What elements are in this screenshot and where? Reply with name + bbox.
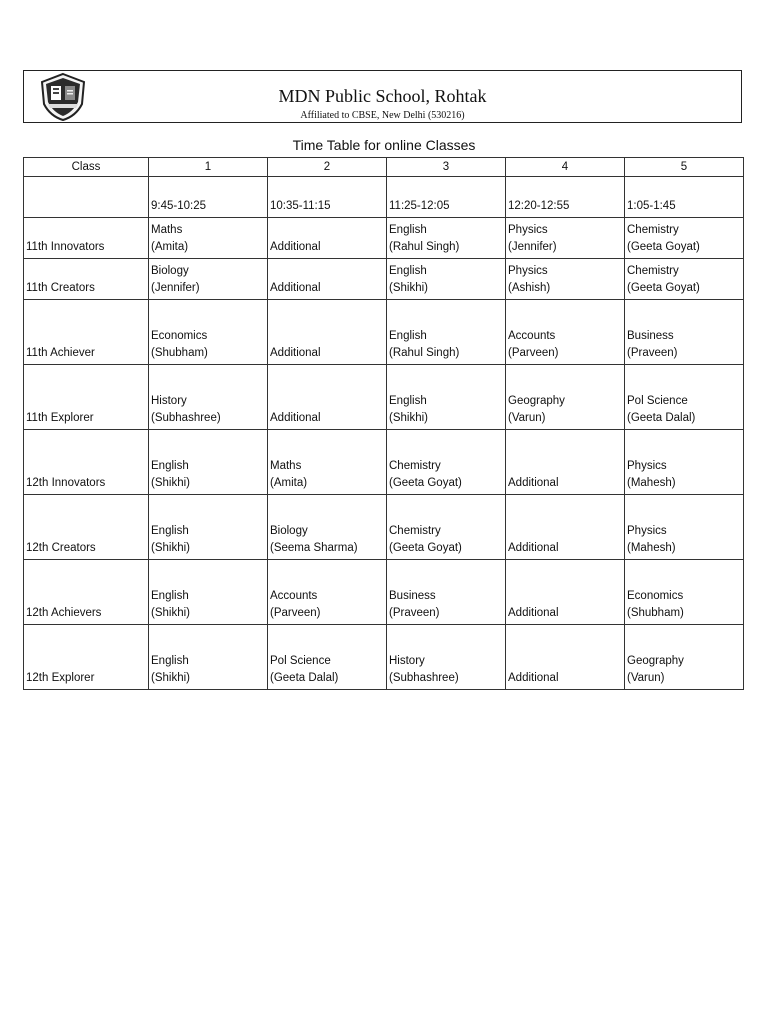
teacher-name: (Amita) — [151, 241, 189, 253]
subject-name: History — [151, 395, 187, 407]
column-header: Class — [24, 158, 149, 177]
time-slot-cell — [24, 177, 149, 218]
subject-name: Accounts — [508, 330, 556, 342]
period-cell — [506, 300, 625, 365]
table-row — [24, 430, 744, 495]
period-cell — [625, 560, 744, 625]
subject-name — [270, 328, 384, 345]
period-cell — [149, 560, 268, 625]
period-cell — [149, 495, 268, 560]
period-cell — [149, 625, 268, 690]
time-slot-cell: 12:20-12:55 — [506, 177, 625, 218]
teacher-name: (Shubham) — [627, 607, 684, 619]
teacher-name: Additional — [270, 241, 321, 253]
teacher-name: (Shikhi) — [151, 607, 190, 619]
subject-name: English — [389, 395, 427, 407]
teacher-name: (Parveen) — [270, 607, 321, 619]
teacher-name: Additional — [508, 542, 559, 554]
period-cell — [268, 625, 387, 690]
subject-name — [270, 263, 384, 280]
period-cell — [268, 300, 387, 365]
teacher-name: (Varun) — [627, 672, 665, 684]
column-header: 2 — [268, 158, 387, 177]
school-affiliation: Affiliated to CBSE, New Delhi (530216) — [300, 110, 465, 121]
period-cell — [149, 259, 268, 300]
subject-name — [270, 393, 384, 410]
period-cell — [387, 259, 506, 300]
period-cell — [387, 300, 506, 365]
teacher-name: (Jennifer) — [151, 282, 200, 294]
table-row — [24, 625, 744, 690]
subject-name: Economics — [627, 590, 684, 602]
period-cell — [506, 259, 625, 300]
teacher-name: Additional — [508, 672, 559, 684]
column-header: 4 — [506, 158, 625, 177]
timetable-title: Time Table for online Classes — [292, 137, 476, 153]
column-header: 1 — [149, 158, 268, 177]
table-header-row — [24, 158, 744, 177]
teacher-name: (Geeta Goyat) — [627, 241, 700, 253]
subject-name: English — [151, 655, 189, 667]
table-row — [24, 259, 744, 300]
subject-name: Pol Science — [627, 395, 688, 407]
teacher-name: (Geeta Goyat) — [389, 477, 462, 489]
period-cell — [506, 560, 625, 625]
subject-name: English — [151, 525, 189, 537]
subject-name: Physics — [627, 460, 667, 472]
time-slot-cell: 10:35-11:15 — [268, 177, 387, 218]
teacher-name: (Mahesh) — [627, 477, 676, 489]
period-cell — [149, 365, 268, 430]
time-slot-cell: 11:25-12:05 — [387, 177, 506, 218]
subject-name: Chemistry — [627, 265, 679, 277]
class-name-cell: 11th Innovators — [24, 218, 149, 259]
school-name: MDN Public School, Rohtak — [278, 86, 487, 106]
subject-name: Physics — [627, 525, 667, 537]
school-header — [23, 70, 742, 123]
period-cell — [506, 218, 625, 259]
subject-name — [508, 523, 622, 540]
subject-name: English — [389, 224, 427, 236]
period-cell — [625, 218, 744, 259]
teacher-name: Additional — [270, 282, 321, 294]
table-row — [24, 365, 744, 430]
table-row — [24, 560, 744, 625]
teacher-name: (Shikhi) — [151, 477, 190, 489]
teacher-name: (Praveen) — [389, 607, 440, 619]
teacher-name: (Subhashree) — [389, 672, 459, 684]
table-row — [24, 218, 744, 259]
period-cell — [268, 430, 387, 495]
teacher-name: (Rahul Singh) — [389, 241, 460, 253]
period-cell — [387, 560, 506, 625]
teacher-name: (Ashish) — [508, 282, 551, 294]
subject-name — [508, 458, 622, 475]
period-cell — [387, 430, 506, 495]
subject-name — [508, 653, 622, 670]
period-cell — [625, 365, 744, 430]
subject-name: Geography — [627, 655, 684, 667]
teacher-name: (Jennifer) — [508, 241, 557, 253]
subject-name: History — [389, 655, 425, 667]
subject-name — [508, 588, 622, 605]
table-row — [24, 300, 744, 365]
teacher-name: (Mahesh) — [627, 542, 676, 554]
teacher-name: (Shikhi) — [151, 672, 190, 684]
subject-name: Biology — [151, 265, 189, 277]
period-cell — [387, 625, 506, 690]
class-name-cell: 12th Innovators — [24, 430, 149, 495]
teacher-name: Additional — [508, 607, 559, 619]
time-slot-cell: 9:45-10:25 — [149, 177, 268, 218]
period-cell — [506, 495, 625, 560]
period-cell — [506, 430, 625, 495]
teacher-name: (Geeta Goyat) — [389, 542, 462, 554]
teacher-name: (Geeta Dalal) — [270, 672, 339, 684]
subject-name: English — [151, 460, 189, 472]
teacher-name: Additional — [270, 412, 321, 424]
column-header: 5 — [625, 158, 744, 177]
subject-name: Chemistry — [389, 460, 441, 472]
subject-name: Biology — [270, 525, 308, 537]
table-row — [24, 495, 744, 560]
subject-name: Pol Science — [270, 655, 331, 667]
period-cell — [625, 430, 744, 495]
teacher-name: (Geeta Dalal) — [627, 412, 696, 424]
period-cell — [506, 625, 625, 690]
period-cell — [625, 495, 744, 560]
subject-name: English — [151, 590, 189, 602]
subject-name: Accounts — [270, 590, 318, 602]
teacher-name: (Subhashree) — [151, 412, 221, 424]
class-name-cell: 11th Explorer — [24, 365, 149, 430]
teacher-name: (Rahul Singh) — [389, 347, 460, 359]
subject-name: Physics — [508, 224, 548, 236]
subject-name: Physics — [508, 265, 548, 277]
subject-name: Business — [389, 590, 436, 602]
teacher-name: (Shikhi) — [151, 542, 190, 554]
class-name-cell: 12th Creators — [24, 495, 149, 560]
subject-name — [270, 222, 384, 239]
period-cell — [268, 218, 387, 259]
teacher-name: (Varun) — [508, 412, 546, 424]
teacher-name: (Seema Sharma) — [270, 542, 358, 554]
subject-name: Chemistry — [627, 224, 679, 236]
period-cell — [387, 365, 506, 430]
subject-name: English — [389, 330, 427, 342]
subject-name: Maths — [151, 224, 183, 236]
teacher-name: (Shikhi) — [389, 282, 428, 294]
teacher-name: (Parveen) — [508, 347, 559, 359]
class-name-cell: 11th Creators — [24, 259, 149, 300]
teacher-name: Additional — [270, 347, 321, 359]
subject-name: English — [389, 265, 427, 277]
column-header: 3 — [387, 158, 506, 177]
class-name-cell: 12th Explorer — [24, 625, 149, 690]
class-name-cell: 11th Achiever — [24, 300, 149, 365]
period-cell — [268, 560, 387, 625]
time-slot-cell: 1:05-1:45 — [625, 177, 744, 218]
teacher-name: (Shikhi) — [389, 412, 428, 424]
period-cell — [268, 495, 387, 560]
subject-name: Business — [627, 330, 674, 342]
teacher-name: (Praveen) — [627, 347, 678, 359]
period-cell — [387, 495, 506, 560]
period-cell — [149, 430, 268, 495]
period-cell — [625, 300, 744, 365]
teacher-name: Additional — [508, 477, 559, 489]
period-cell — [268, 365, 387, 430]
period-cell — [268, 259, 387, 300]
period-cell — [506, 365, 625, 430]
period-cell — [149, 218, 268, 259]
teacher-name: (Shubham) — [151, 347, 208, 359]
subject-name: Maths — [270, 460, 302, 472]
subject-name: Chemistry — [389, 525, 441, 537]
teacher-name: (Amita) — [270, 477, 308, 489]
teacher-name: (Geeta Goyat) — [627, 282, 700, 294]
period-cell — [387, 218, 506, 259]
period-cell — [149, 300, 268, 365]
subject-name: Geography — [508, 395, 565, 407]
class-name-cell: 12th Achievers — [24, 560, 149, 625]
time-slot-row — [24, 177, 744, 218]
timetable — [23, 157, 744, 690]
period-cell — [625, 259, 744, 300]
period-cell — [625, 625, 744, 690]
subject-name: Economics — [151, 330, 208, 342]
